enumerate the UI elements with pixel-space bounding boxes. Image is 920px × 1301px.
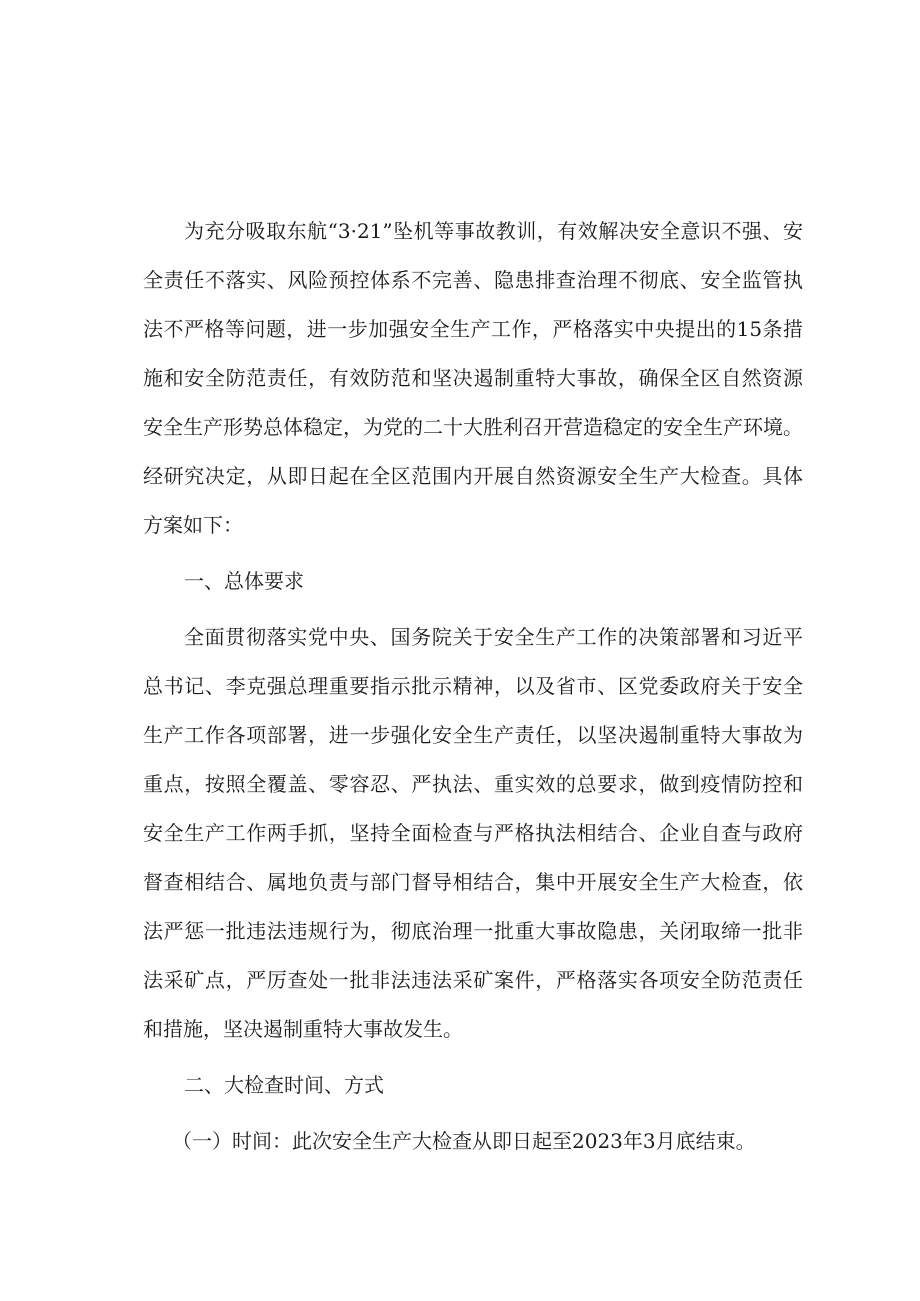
text-line: 生产工作各项部署，进一步强化安全生产责任，以坚决遏制重特大事故为 xyxy=(143,723,803,747)
text-line: 安全生产工作两手抓，坚持全面检查与严格执法相结合、企业自查与政府 xyxy=(143,821,803,845)
text-line: 施和安全防范责任，有效防范和坚决遏制重特大事故，确保全区自然资源 xyxy=(143,366,803,390)
section-heading-2: 二、大检查时间、方式 xyxy=(184,1073,384,1097)
text-line: 法严惩一批违法违规行为，彻底治理一批重大事故隐患，关闭取缔一批非 xyxy=(143,919,803,943)
text-line: 法不严格等问题，进一步加强安全生产工作，严格落实中央提出的15条措 xyxy=(143,317,803,341)
section-heading-1: 一、总体要求 xyxy=(184,569,304,593)
text-line: 全责任不落实、风险预控体系不完善、隐患排查治理不彻底、安全监管执 xyxy=(143,268,803,292)
text-line: 为充分吸取东航“3·21”坠机等事故教训，有效解决安全意识不强、安 xyxy=(184,219,803,243)
text-line: 全面贯彻落实党中央、国务院关于安全生产工作的决策部署和习近平 xyxy=(184,625,803,649)
time-item: （一）时间：此次安全生产大检查从即日起至2023年3月底结束。 xyxy=(172,1129,756,1153)
text-line: 安全生产形势总体稳定，为党的二十大胜利召开营造稳定的安全生产环境。 xyxy=(143,415,803,439)
text-line: 督查相结合、属地负责与部门督导相结合，集中开展安全生产大检查，依 xyxy=(143,870,803,894)
text-line: 总书记、李克强总理重要指示批示精神，以及省市、区党委政府关于安全 xyxy=(143,674,803,698)
text-line: 方案如下： xyxy=(143,513,243,537)
text-line: 重点，按照全覆盖、零容忍、严执法、重实效的总要求，做到疫情防控和 xyxy=(143,772,803,796)
text-line: 和措施，坚决遏制重特大事故发生。 xyxy=(143,1017,463,1041)
text-line: 法采矿点，严厉查处一批非法违法采矿案件，严格落实各项安全防范责任 xyxy=(143,968,803,992)
text-line: 经研究决定，从即日起在全区范围内开展自然资源安全生产大检查。具体 xyxy=(143,464,803,488)
